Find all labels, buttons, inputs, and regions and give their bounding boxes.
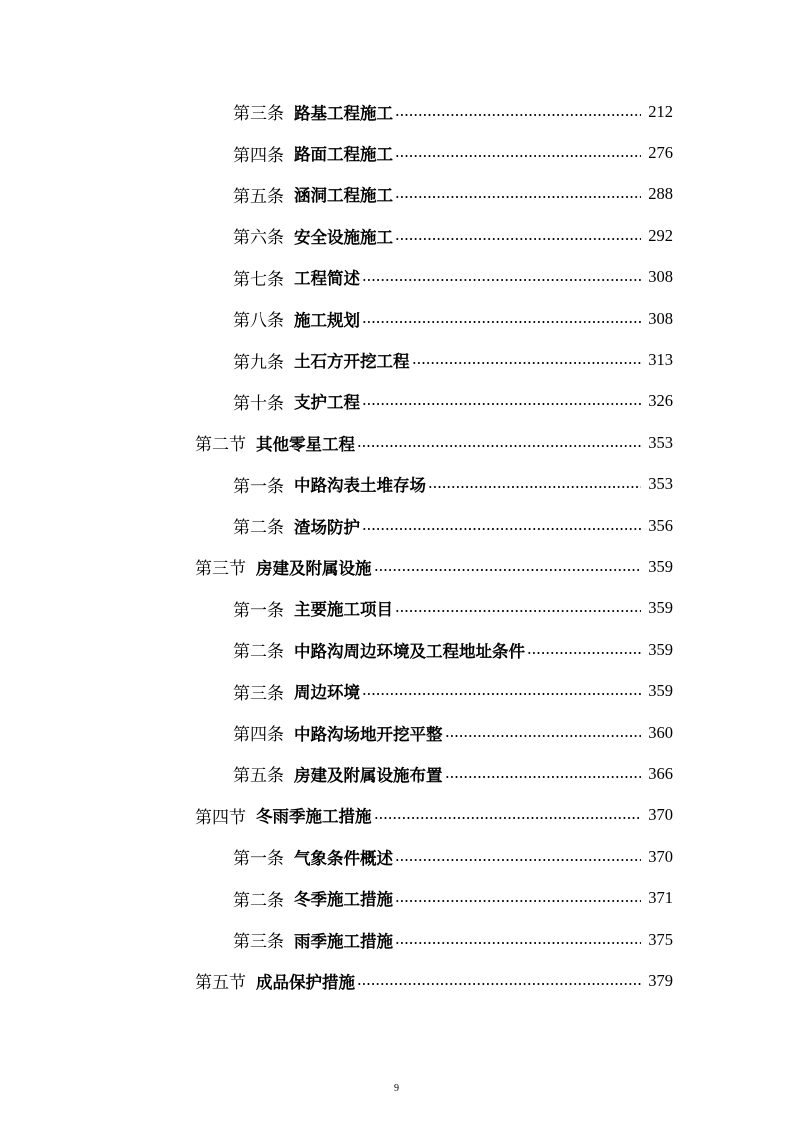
toc-entry-title: 周边环境 [294,683,360,703]
toc-entry-title: 气象条件概述 [294,848,393,868]
toc-entry-title: 中路沟场地开挖平整 [294,724,443,744]
toc-entry[interactable] [0,215,793,256]
toc-entry-number: 第五节 [195,973,246,994]
dot-leader [527,647,641,659]
dot-leader [374,812,642,824]
toc-entry[interactable] [0,795,793,836]
toc-entry-number: 第二条 [233,890,284,911]
toc-entry-page: 375 [648,929,673,949]
toc-entry-page: 359 [648,681,673,701]
dot-leader [412,357,642,369]
dot-leader [362,316,641,328]
toc-entry-title: 土石方开挖工程 [294,352,410,372]
toc-entry-page: 360 [648,722,673,742]
toc-entry[interactable] [0,629,793,670]
toc-entry[interactable] [0,588,793,629]
dot-leader [374,564,642,576]
toc-entry-title: 雨季施工措施 [294,931,393,951]
toc-entry-title: 房建及附属设施布置 [294,765,443,785]
toc-entry-number: 第三条 [233,683,284,704]
dot-leader [362,523,641,535]
toc-entry[interactable] [0,712,793,753]
dot-leader [357,978,641,990]
toc-entry[interactable] [0,919,793,960]
toc-entry-number: 第八条 [233,311,284,332]
toc-entry-number: 第三条 [233,104,284,125]
toc-entry-title: 安全设施施工 [294,227,393,247]
toc-entry[interactable] [0,298,793,339]
toc-entry-number: 第二节 [195,435,246,456]
toc-entry-number: 第二条 [233,642,284,663]
toc-entry[interactable] [0,339,793,380]
toc-entry-page: 359 [648,598,673,618]
toc-entry[interactable] [0,91,793,132]
toc-entry-title: 施工规划 [294,310,360,330]
toc-entry-number: 第四条 [233,725,284,746]
dot-leader [362,398,641,410]
toc-entry-page: 359 [648,556,673,576]
toc-entry-page: 288 [648,184,673,204]
toc-entry-title: 中路沟表土堆存场 [294,476,426,496]
table-of-contents [0,91,793,1002]
toc-entry-number: 第一条 [233,600,284,621]
toc-entry[interactable] [0,546,793,587]
toc-entry-title: 房建及附属设施 [256,558,372,578]
toc-entry-title: 支护工程 [294,393,360,413]
dot-leader [395,895,641,907]
toc-entry-page: 370 [648,846,673,866]
toc-entry-title: 冬雨季施工措施 [256,807,372,827]
toc-entry-page: 276 [648,143,673,163]
toc-entry-title: 冬季施工措施 [294,890,393,910]
toc-entry-number: 第三节 [195,559,246,580]
toc-entry[interactable] [0,174,793,215]
dot-leader [445,771,642,783]
toc-entry[interactable] [0,505,793,546]
toc-entry-number: 第五条 [233,766,284,787]
toc-entry[interactable] [0,960,793,1001]
toc-entry-page: 379 [648,970,673,990]
toc-entry[interactable] [0,836,793,877]
toc-entry[interactable] [0,381,793,422]
toc-entry-number: 第十条 [233,393,284,414]
page-number: 9 [394,1083,399,1094]
toc-entry[interactable] [0,464,793,505]
toc-entry-title: 其他零星工程 [256,434,355,454]
dot-leader [362,688,641,700]
toc-entry-page: 366 [648,763,673,783]
toc-entry-number: 第四节 [195,807,246,828]
toc-entry-page: 308 [648,308,673,328]
toc-entry-title: 中路沟周边环境及工程地址条件 [294,641,525,661]
toc-entry-number: 第九条 [233,352,284,373]
dot-leader [428,481,641,493]
dot-leader [357,440,641,452]
toc-entry-number: 第七条 [233,269,284,290]
toc-entry-title: 渣场防护 [294,517,360,537]
toc-entry-title: 涵洞工程施工 [294,186,393,206]
toc-entry[interactable] [0,257,793,298]
toc-entry-page: 326 [648,391,673,411]
toc-entry-number: 第一条 [233,849,284,870]
toc-entry-page: 292 [648,225,673,245]
toc-entry-page: 212 [648,101,673,121]
dot-leader [395,605,641,617]
toc-entry-title: 工程简述 [294,269,360,289]
toc-entry[interactable] [0,877,793,918]
toc-entry-title: 路面工程施工 [294,145,393,165]
dot-leader [445,730,642,742]
toc-entry-page: 356 [648,515,673,535]
toc-entry-page: 370 [648,805,673,825]
toc-entry-page: 313 [648,350,673,370]
toc-entry-page: 308 [648,267,673,287]
toc-entry-title: 主要施工项目 [294,600,393,620]
toc-entry-number: 第一条 [233,476,284,497]
dot-leader [395,937,641,949]
toc-entry[interactable] [0,670,793,711]
toc-entry-page: 359 [648,639,673,659]
toc-entry-number: 第六条 [233,228,284,249]
toc-entry-number: 第二条 [233,518,284,539]
toc-entry-page: 371 [648,888,673,908]
toc-entry-number: 第四条 [233,145,284,166]
toc-entry-title: 路基工程施工 [294,103,393,123]
toc-entry-number: 第五条 [233,186,284,207]
dot-leader [395,191,641,203]
toc-entry[interactable] [0,132,793,173]
toc-entry-page: 353 [648,432,673,452]
dot-leader [395,233,641,245]
dot-leader [395,109,641,121]
toc-entry-title: 成品保护措施 [256,972,355,992]
dot-leader [395,854,641,866]
toc-entry-page: 353 [648,474,673,494]
toc-entry[interactable] [0,422,793,463]
dot-leader [362,274,641,286]
toc-entry[interactable] [0,753,793,794]
dot-leader [395,150,641,162]
toc-entry-number: 第三条 [233,932,284,952]
